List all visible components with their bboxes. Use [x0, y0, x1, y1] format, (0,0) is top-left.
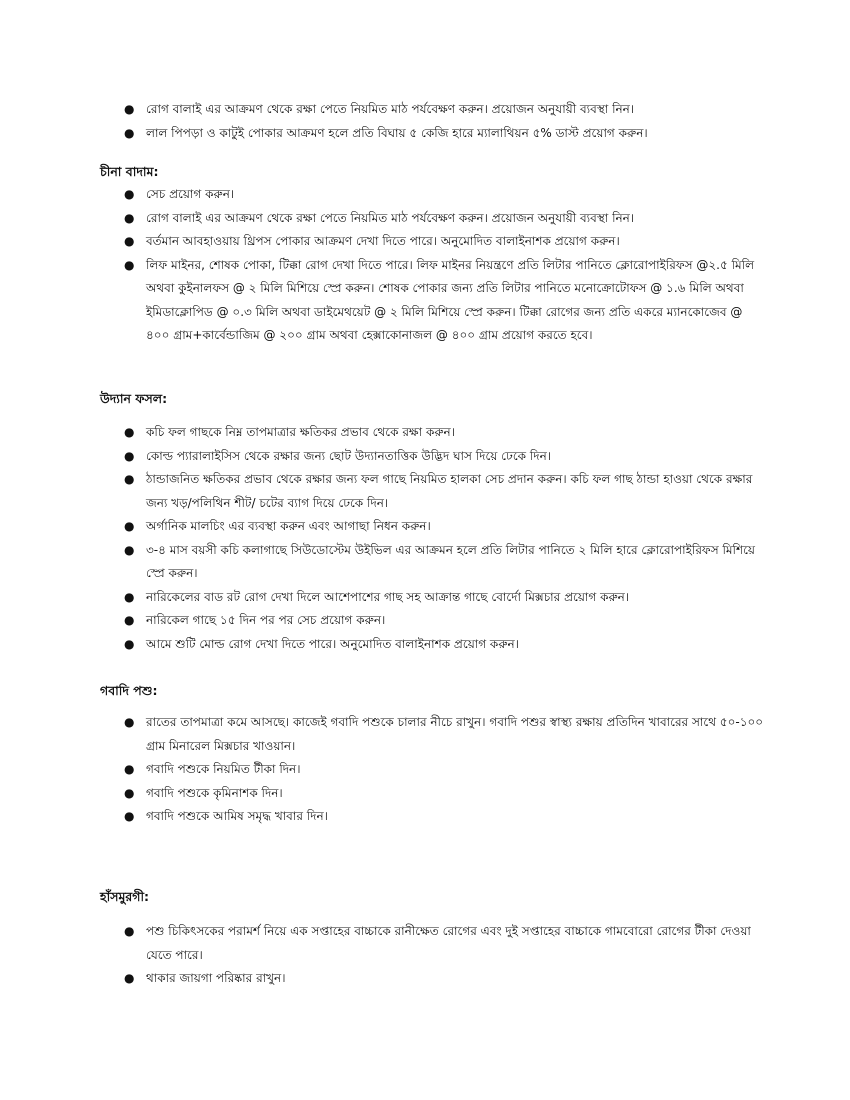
poultry-bullet-list	[124, 920, 764, 991]
list-item: ● ৩-৪ মাস বয়সী কচি কলাগাছে সিউডোস্টেম উইভিল এর আক্রমন হলে প্রতি লিটার পানিতে ২ মিলি হারে ক্লোরোপাইরিফস মিশিয়ে স্প্রে করুন।	[124, 539, 764, 586]
list-item: ● গবাদি পশুকে আমিষ সমৃদ্ধ খাবার দিন।	[124, 805, 764, 829]
list-item: ● লিফ মাইনর, শোষক পোকা, টিক্কা রোগ দেখা দিতে পারে। লিফ মাইনর নিয়ন্ত্রণে প্রতি লিটার পানিতে ক্লোরোপাইরিফস @২.৫ মিলি অথবা কুইনালফস @ ২ মিলি মিশিয়ে স্প্রে করুন। শোষক পোকার জন্য প্রতি লিটার পানিতে মনোক্রোটোফস @ ১.৬ মিলি অথবা ইমিডাক্লোপিড @ ০.৩ মিলি অথবা ডাইমেথয়েট @ ২ মিলি মিশিয়ে স্প্রে করুন। টিক্কা রোগের জন্য প্রতি একরে ম্যানকোজেব @ ৪০০ গ্রাম+কার্বেন্ডাজিম @ ২০০ গ্রাম অথবা হেক্সাকোনাজল @ ৪০০ গ্রাম প্রয়োগ করতে হবে।	[124, 254, 764, 348]
list-item: ● অর্গানিক মালচিং এর ব্যবস্থা করুন এবং আগাছা নিধন করুন।	[124, 515, 764, 539]
bullet-icon: ●	[124, 613, 135, 627]
bullet-icon: ●	[124, 762, 135, 776]
top-bullet-list	[124, 98, 764, 145]
list-item: ● গবাদি পশুকে নিয়মিত টীকা দিন।	[124, 758, 764, 782]
bullet-icon: ●	[124, 187, 135, 201]
section-heading-poultry: হাঁসমুরগী:	[100, 889, 150, 904]
section-heading-peanut: চীনা বাদাম:	[100, 164, 159, 179]
section-heading-livestock: গবাদি পশু:	[100, 683, 158, 698]
bullet-icon: ●	[124, 924, 135, 938]
list-item: ● রোগ বালাই এর আক্রমণ থেকে রক্ষা পেতে নিয়মিত মাঠ পর্যবেক্ষণ করুন। প্রয়োজন অনুযায়ী ব্যবস্থা নিন।	[124, 98, 764, 122]
list-item: ● পশু চিকিৎসকের পরামর্শ নিয়ে এক সপ্তাহের বাচ্চাকে রানীক্ষেত রোগের এবং দুই সপ্তাহের বাচ্চাকে গামবোরো রোগের টীকা দেওয়া যেতে পারে।	[124, 920, 764, 967]
list-item: ● আমে শুটি মোল্ড রোগ দেখা দিতে পারে। অনুমোদিত বালাইনাশক প্রয়োগ করুন।	[124, 633, 764, 657]
list-item: ● গবাদি পশুকে কৃমিনাশক দিন।	[124, 782, 764, 806]
list-item: ● রাতের তাপমাত্রা কমে আসছে। কাজেই গবাদি পশুকে চালার নীচে রাখুন। গবাদি পশুর স্বাস্থ্য রক্ষায় প্রতিদিন খাবারের সাথে ৫০-১০০ গ্রাম মিনারেল মিক্সচার খাওয়ান।	[124, 711, 764, 758]
list-item: ● থাকার জায়গা পরিষ্কার রাখুন।	[124, 967, 764, 991]
bullet-icon: ●	[124, 125, 135, 140]
list-item: ● কচি ফল গাছকে নিম্ন তাপমাত্রার ক্ষতিকর প্রভাব থেকে রক্ষা করুন।	[124, 421, 764, 445]
bullet-icon: ●	[124, 785, 135, 800]
list-item: ● বর্তমান আবহাওয়ায় থ্রিপস পোকার আক্রমণ দেখা দিতে পারে। অনুমোদিত বালাইনাশক প্রয়োগ করুন।	[124, 230, 764, 254]
bullet-icon: ●	[124, 102, 135, 116]
section-heading-horticulture: উদ্যান ফসল:	[100, 391, 168, 406]
bullet-icon: ●	[124, 448, 135, 463]
bullet-icon: ●	[124, 234, 135, 248]
list-item: ● রোগ বালাই এর আক্রমণ থেকে রক্ষা পেতে নিয়মিত মাঠ পর্যবেক্ষণ করুন। প্রয়োজন অনুযায়ী ব্যবস্থা নিন।	[124, 207, 764, 231]
bullet-icon: ●	[124, 971, 135, 985]
bullet-icon: ●	[124, 809, 135, 823]
bullet-icon: ●	[124, 715, 135, 729]
bullet-icon: ●	[124, 210, 135, 225]
list-item: ● সেচ প্রয়োগ করুন।	[124, 183, 764, 207]
list-item: ● কোল্ড প্যারালাইসিস থেকে রক্ষার জন্য ছোট উদ্যানতাত্তিক উদ্ভিদ ঘাস দিয়ে ঢেকে দিন।	[124, 445, 764, 469]
livestock-bullet-list	[124, 711, 764, 829]
horticulture-bullet-list	[124, 421, 764, 656]
list-item: ● ঠান্ডাজনিত ক্ষতিকর প্রভাব থেকে রক্ষার জন্য ফল গাছে নিয়মিত হালকা সেচ প্রদান করুন। কচি ফল গাছ ঠান্ডা হাওয়া থেকে রক্ষার জন্য খড়/পলিথিন শীট/ চটের ব্যাগ দিয়ে ঢেকে দিন।	[124, 468, 764, 515]
bullet-icon: ●	[124, 519, 135, 533]
peanut-bullet-list	[124, 183, 764, 348]
bullet-icon: ●	[124, 636, 135, 651]
list-item: ● নারিকেল গাছে ১৫ দিন পর পর সেচ প্রয়োগ করুন।	[124, 609, 764, 633]
bullet-icon: ●	[124, 589, 135, 604]
bullet-icon: ●	[124, 542, 135, 557]
bullet-icon: ●	[124, 472, 135, 486]
list-item: ● লাল পিপড়া ও কাটুই পোকার আক্রমণ হলে প্রতি বিঘায় ৫ কেজি হারে ম্যালাথিয়ন ৫% ডাস্ট প্রয়োগ করুন।	[124, 122, 764, 146]
list-item: ● নারিকেলের বাড রট রোগ দেখা দিলে আশেপাশের গাছ সহ আক্রান্ত গাছে বোর্দো মিক্সচার প্রয়োগ করুন।	[124, 586, 764, 610]
bullet-icon: ●	[124, 425, 135, 439]
bullet-icon: ●	[124, 257, 135, 272]
